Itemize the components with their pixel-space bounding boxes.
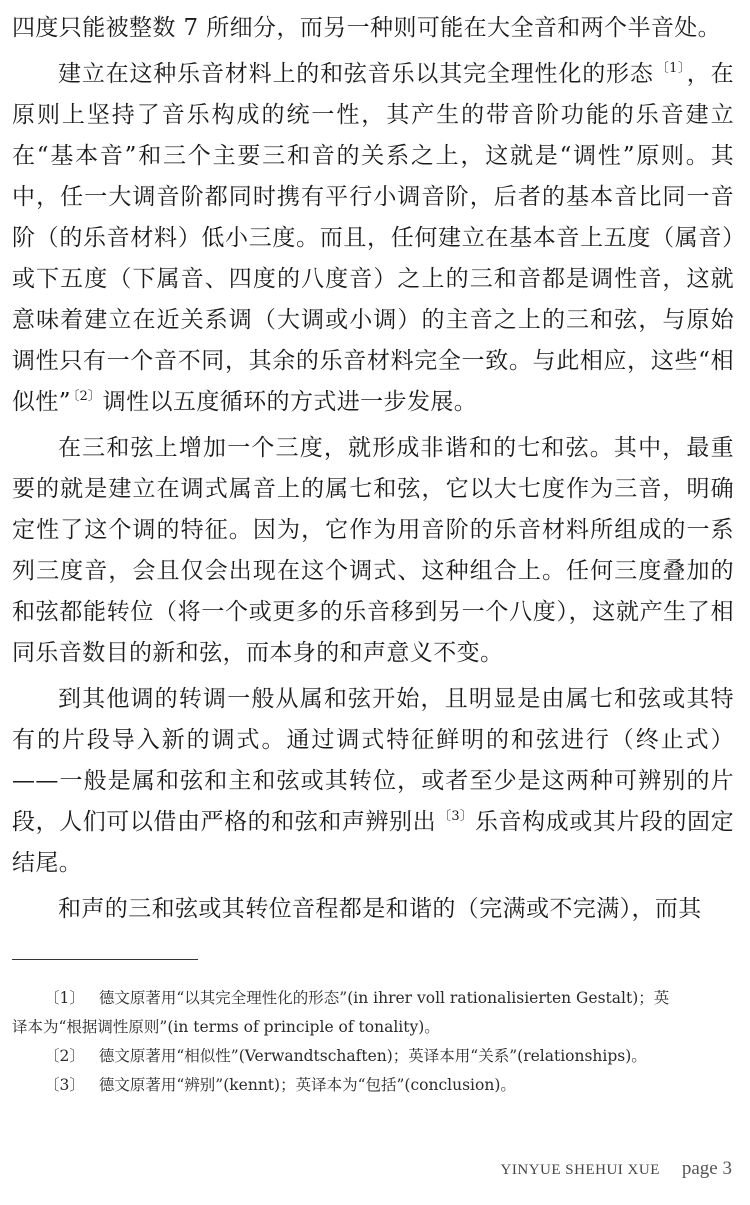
- footnote-ref-1[interactable]: 〔1〕: [655, 61, 685, 76]
- paragraph-5: 和声的三和弦或其转位音程都是和谐的（完满或不完满），而其: [58, 896, 702, 922]
- paragraph-3: 在三和弦上增加一个三度，就形成非谐和的七和弦。其中，最重要的就是建立在调式属音上的属七和弦，它以大七度作为三音，明确定性了这个调的特征。因为，它作为用音阶的乐音材料所组成的一系列三度音，会且仅会出现在这个调式、这种组合上。任何三度叠加的和弦都能转位（将一个或更多的乐音移到另一个八度），这就产生了相同乐音数目的新和弦，而本身的和声意义不变。: [12, 435, 734, 666]
- footnote-divider: [12, 959, 198, 960]
- running-title: YINYUE SHEHUI XUE: [500, 1162, 660, 1178]
- footnote-marker: 〔3〕: [44, 1076, 85, 1094]
- paragraph-4: 到其他调的转调一般从属和弦开始，且明显是由属七和弦或其特有的片段导入新的调式。通过调式特征鲜明的和弦进行（终止式）——一般是属和弦和主和弦或其转位，或者至少是这两种可辨别的片段，人们可以借由严格的和弦和声辨别出 $^{〔3〕}$乐音构成或其片段的固定结尾。: [12, 686, 734, 876]
- main-text: [12, 8, 734, 930]
- page-footer: [501, 1158, 732, 1180]
- footnote-ref-2[interactable]: 〔2〕: [72, 389, 101, 404]
- footnotes: [12, 984, 734, 1100]
- footnote-marker: 〔1〕: [44, 989, 85, 1007]
- footnote-ref-3[interactable]: 〔3〕: [438, 809, 473, 824]
- footnote-2: 〔2〕 德文原著用“相似性”(Verwandtschaften)；英译本用“关系”(relationships)。: [12, 1042, 734, 1071]
- paragraph-1: 四度只能被整数 7 所细分，而另一种则可能在大全音和两个半音处。: [12, 15, 722, 41]
- paragraph-2: 建立在这种乐音材料上的和弦音乐以其完全理性化的形态 $^{〔1〕}$，在原则上坚持了音乐构成的统一性，其产生的带音阶功能的乐音建立在“基本音”和三个主要三和音的关系之上，这就是“调性”原则。其中，任一大调音阶都同时携有平行小调音阶，后者的基本音比同一音阶（的乐音材料）低小三度。而且，任何建立在基本音上五度（属音）或下五度（下属音、四度的八度音）之上的三和音都是调性音，这就意味着建立在近关系调（大调或小调）的主音之上的三和弦，与原始调性只有一个音不同，其余的乐音材料完全一致。与此相应，这些“相似性” $^{〔2〕}$调性以五度循环的方式进一步发展。: [12, 61, 734, 415]
- footnote-1-continuation: 译本为“根据调性原则”(in terms of principle of tonality)。: [12, 1018, 440, 1036]
- footnote-3: 〔3〕 德文原著用“辨别”(kennt)；英译本为“包括”(conclusion)。: [12, 1071, 734, 1100]
- footnote-1: 〔1〕 德文原著用“以其完全理性化的形态”(in ihrer voll rationalisierten Gestalt)；英: [12, 984, 734, 1013]
- footnote-marker: 〔2〕: [44, 1047, 85, 1065]
- page-number: page 3: [681, 1158, 732, 1179]
